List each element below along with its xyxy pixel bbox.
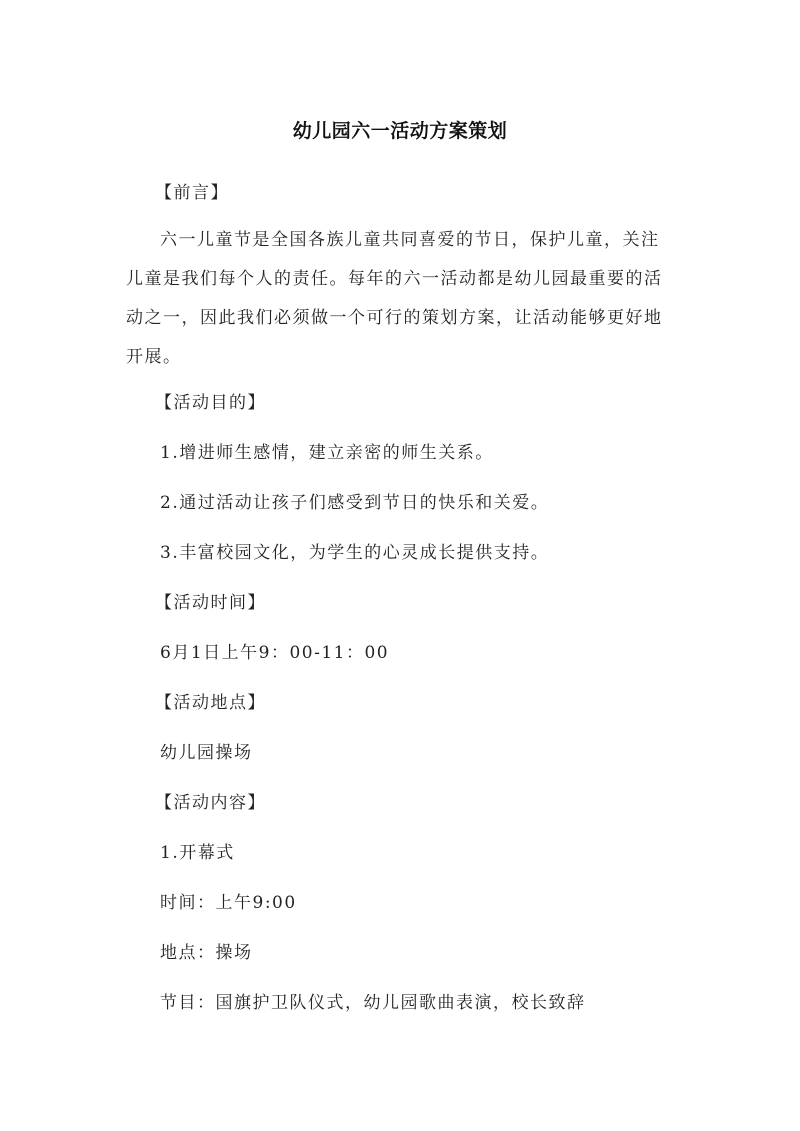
place-value: 幼儿园操场 [160,743,253,763]
preface-line: 六一儿童节是全国各族儿童共同喜爱的节日，保护儿童，关注 [160,230,660,250]
preface-line: 开展。 [126,347,182,367]
content-place-line: 地点：操场 [160,943,253,963]
place-heading: 【活动地点】 [155,693,266,713]
content-heading: 【活动内容】 [155,793,266,813]
purpose-item: 2.通过活动让孩子们感受到节日的快乐和关爱。 [160,493,550,513]
time-value: 6月1日上午9：00-11：00 [160,643,390,663]
preface-heading: 【前言】 [155,183,229,203]
content-time-line: 时间：上午9:00 [160,893,297,913]
purpose-item: 1.增进师生感情，建立亲密的师生关系。 [160,443,494,463]
document-title: 幼儿园六一活动方案策划 [292,120,508,142]
preface-line: 动之一，因此我们必须做一个可行的策划方案，让活动能够更好地 [126,308,663,328]
content-item-title: 1.开幕式 [160,843,235,863]
preface-line: 儿童是我们每个人的责任。每年的六一活动都是幼儿园最重要的活 [126,269,663,289]
content-program-line: 节目：国旗护卫队仪式，幼儿园歌曲表演，校长致辞 [160,993,586,1013]
preface-paragraph [126,229,678,385]
time-heading: 【活动时间】 [155,593,266,613]
purpose-heading: 【活动目的】 [155,393,266,413]
purpose-item: 3.丰富校园文化，为学生的心灵成长提供支持。 [160,543,550,563]
